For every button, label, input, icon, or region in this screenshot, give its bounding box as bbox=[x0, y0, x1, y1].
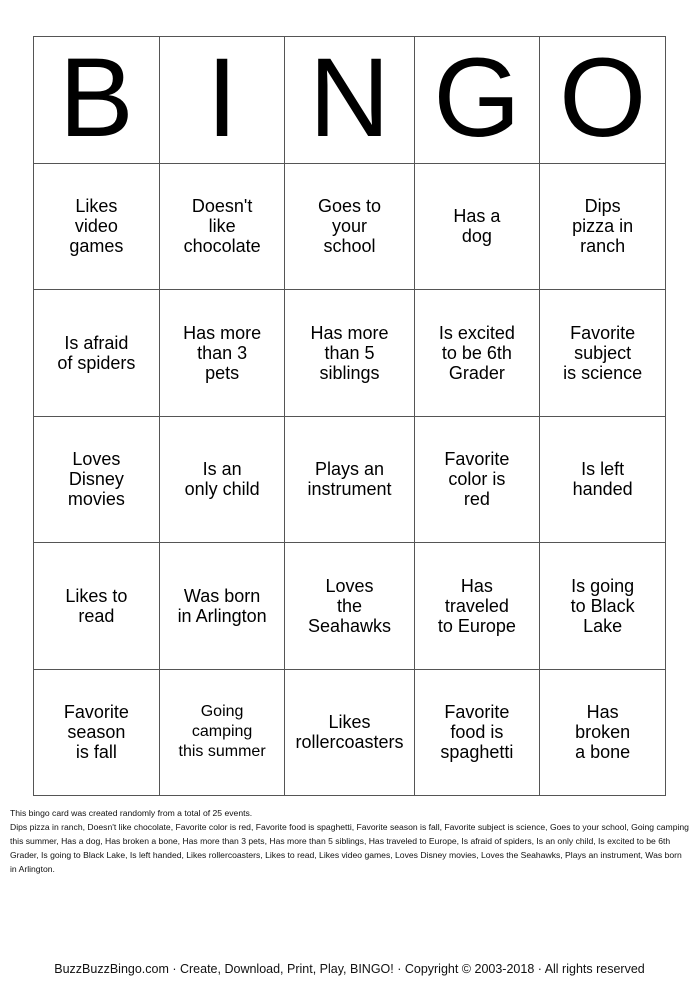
square-text: Dips pizza in ranch bbox=[572, 196, 634, 257]
square-text: Plays an instrument bbox=[307, 459, 392, 500]
bingo-square bbox=[540, 417, 666, 544]
square-text: Loves Disney movies bbox=[67, 449, 125, 510]
header-letter: B bbox=[59, 34, 134, 160]
bingo-square bbox=[540, 543, 666, 670]
square-text: Favorite food is spaghetti bbox=[440, 702, 514, 763]
bingo-card bbox=[33, 36, 666, 796]
square-text: Is afraid of spiders bbox=[57, 332, 136, 373]
bingo-square bbox=[415, 543, 541, 670]
bingo-square bbox=[160, 290, 286, 417]
bingo-square bbox=[34, 164, 160, 291]
square-text: Was born in Arlington bbox=[177, 585, 267, 626]
card-info bbox=[10, 806, 690, 876]
bingo-square bbox=[34, 543, 160, 670]
header-cell-g bbox=[415, 34, 541, 164]
header-letter: I bbox=[206, 34, 238, 160]
bingo-square bbox=[415, 290, 541, 417]
bingo-square bbox=[415, 417, 541, 544]
bingo-square bbox=[160, 164, 286, 291]
bingo-square bbox=[34, 417, 160, 544]
header-letter: G bbox=[433, 34, 521, 160]
header-cell-b bbox=[34, 34, 160, 164]
square-text: Is left handed bbox=[572, 459, 633, 500]
header-cell-n bbox=[285, 34, 414, 164]
square-text: Is going to Black Lake bbox=[570, 575, 635, 636]
square-text: Doesn't like chocolate bbox=[183, 196, 261, 257]
info-events-list: Dips pizza in ranch, Doesn't like chocolate, Favorite color is red, Favorite food is spaghetti, Favorite season is fall, Favorite subject is science, Goes to your school, Going camping this summer, Has a dog, Has broken a bone, Has more than 3 pets, Has more than 5 siblings, Has traveled to Europe, Is afraid of spiders, Is an only child, Is excited to be 6th Grader, Is going to Black Lake, Is left handed, Likes rollercoasters, Likes to read, Likes video games, Loves Disney movies, Loves the Seahawks, Plays an instrument, Was born in Arlington. bbox=[10, 822, 689, 874]
square-text: Has more than 3 pets bbox=[183, 322, 262, 383]
bingo-square bbox=[160, 670, 286, 797]
square-text: Is an only child bbox=[184, 459, 260, 500]
bingo-square bbox=[160, 543, 286, 670]
square-text: Likes rollercoasters bbox=[295, 712, 404, 753]
bingo-square bbox=[34, 670, 160, 797]
info-summary: This bingo card was created randomly from a total of 25 events. bbox=[10, 808, 253, 818]
square-text: Has traveled to Europe bbox=[437, 575, 516, 636]
bingo-square bbox=[540, 670, 666, 797]
square-text: Has more than 5 siblings bbox=[310, 322, 389, 383]
bingo-square bbox=[415, 670, 541, 797]
bingo-square bbox=[285, 290, 414, 417]
bingo-square bbox=[285, 164, 414, 291]
bingo-square bbox=[285, 417, 414, 544]
square-text: Going camping this summer bbox=[178, 703, 266, 761]
square-text: Likes video games bbox=[69, 196, 124, 257]
square-text: Is excited to be 6th Grader bbox=[438, 322, 515, 383]
bingo-square bbox=[540, 164, 666, 291]
bingo-square bbox=[415, 164, 541, 291]
square-text: Favorite subject is science bbox=[563, 322, 643, 383]
header-cell-i bbox=[160, 34, 286, 164]
square-text: Favorite color is red bbox=[444, 449, 510, 510]
square-text: Has broken a bone bbox=[575, 702, 631, 763]
square-text: Likes to read bbox=[65, 585, 128, 626]
square-text: Loves the Seahawks bbox=[307, 575, 392, 636]
square-text: Favorite season is fall bbox=[63, 702, 129, 763]
bingo-square bbox=[160, 417, 286, 544]
bingo-square bbox=[540, 290, 666, 417]
bingo-square bbox=[34, 290, 160, 417]
square-text: Goes to your school bbox=[317, 196, 382, 257]
header-letter: N bbox=[309, 34, 390, 160]
bingo-square bbox=[285, 670, 414, 797]
square-text: Has a dog bbox=[453, 206, 501, 247]
header-letter: O bbox=[559, 34, 647, 160]
header-cell-o bbox=[540, 34, 666, 164]
footer-copyright: BuzzBuzzBingo.com · Create, Download, Print, Play, BINGO! · Copyright © 2003-2018 · All rights reserved bbox=[54, 962, 645, 976]
bingo-square bbox=[285, 543, 414, 670]
